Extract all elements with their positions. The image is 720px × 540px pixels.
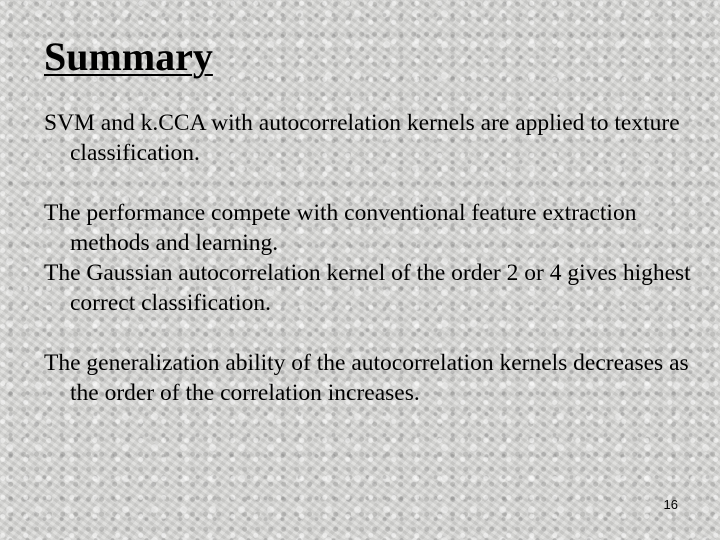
bullet-list [44,108,694,408]
bullet-item: The generalization ability of the autocorrelation kernels decreases as the order of the correlation increases. [44,350,689,406]
bullet-item: The performance compete with conventional feature extraction methods and learning. [44,200,637,256]
bullet-item: The Gaussian autocorrelation kernel of the order 2 or 4 gives highest correct classification. [44,260,691,316]
bullet-spacer [44,318,694,348]
bullet-item: SVM and k.CCA with autocorrelation kernels are applied to texture classification. [44,110,680,166]
bullet-spacer [44,168,694,198]
slide-title: Summary [44,34,213,79]
page-number: 16 [663,497,678,512]
